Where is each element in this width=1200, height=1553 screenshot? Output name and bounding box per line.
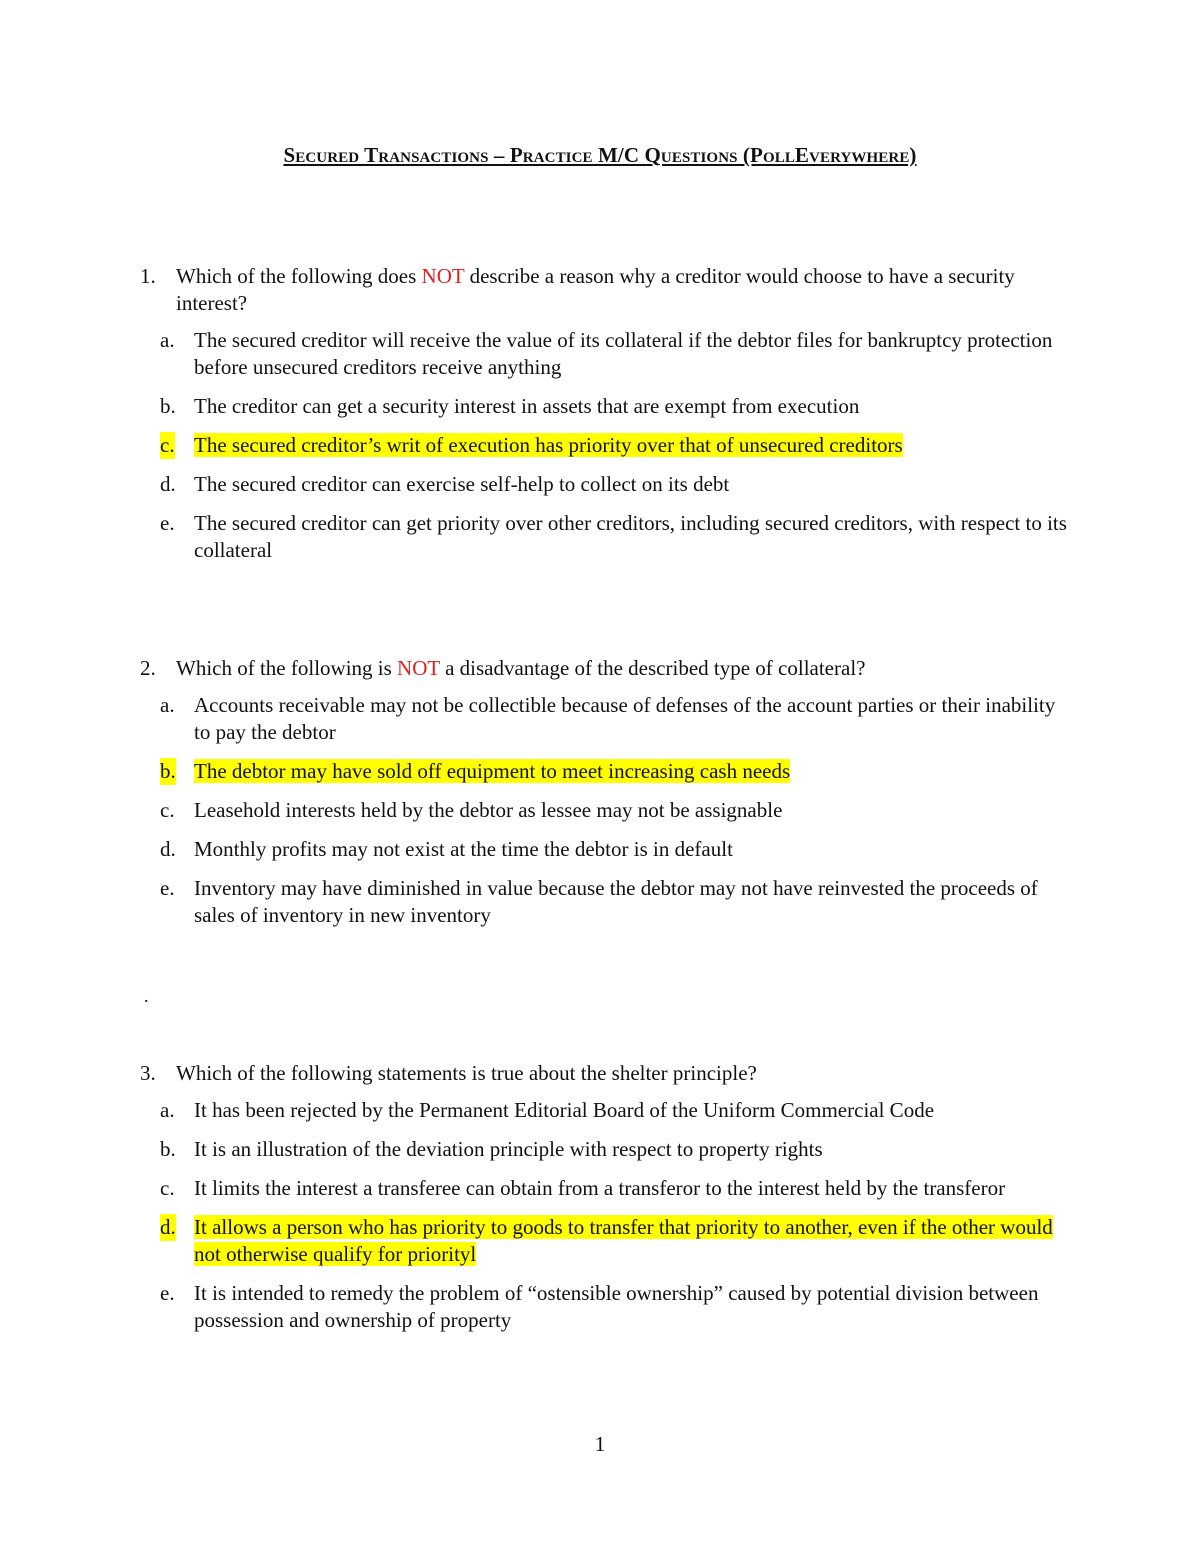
- option-text: Monthly profits may not exist at the time the debtor is in default: [194, 837, 733, 861]
- answer-option: [140, 471, 1070, 498]
- option-text: It limits the interest a transferee can obtain from a transferor to the interest held by the transferor: [194, 1176, 1006, 1200]
- answer-option-highlighted: [140, 432, 1070, 459]
- option-text: Inventory may have diminished in value because the debtor may not have reinvested the proceeds of sales of inventory in new inventory: [194, 876, 1038, 927]
- answer-option: [140, 393, 1070, 420]
- question-stem: [140, 1060, 1070, 1087]
- option-letter: c.: [160, 1176, 175, 1200]
- option-letter: a.: [160, 693, 175, 717]
- stem-text: Which of the following statements is true about the shelter principle?: [176, 1061, 757, 1085]
- question-number: 1.: [140, 264, 156, 288]
- option-text: Leasehold interests held by the debtor as lessee may not be assignable: [194, 798, 783, 822]
- stem-emphasis: NOT: [421, 264, 465, 288]
- answer-option-highlighted: [140, 1214, 1070, 1268]
- option-text: The secured creditor’s writ of execution has priority over that of unsecured creditors: [194, 433, 903, 457]
- answer-option: [140, 692, 1070, 746]
- question-3: [140, 1060, 1070, 1346]
- answer-option: [140, 327, 1070, 381]
- option-letter: e.: [160, 1281, 175, 1305]
- answer-option-highlighted: [140, 758, 1070, 785]
- document-title: Secured Transactions – Practice M/C Questions (PollEverywhere): [283, 143, 917, 167]
- option-letter: c.: [160, 798, 175, 822]
- answer-option: [140, 1175, 1070, 1202]
- option-letter: b.: [160, 394, 176, 418]
- option-letter: b.: [160, 759, 176, 783]
- question-1: [140, 263, 1070, 576]
- question-number: 3.: [140, 1061, 156, 1085]
- option-letter: a.: [160, 328, 175, 352]
- option-text: It is intended to remedy the problem of “ostensible ownership” caused by potential division between possession and ownership of property: [194, 1281, 1039, 1332]
- stem-emphasis: NOT: [397, 656, 440, 680]
- option-letter: c.: [160, 433, 175, 457]
- question-number: 2.: [140, 656, 156, 680]
- option-text: Accounts receivable may not be collectible because of defenses of the account parties or their inability to pay the debtor: [194, 693, 1056, 744]
- option-text: It allows a person who has priority to goods to transfer that priority to another, even if the other would not otherwise qualify for priorityl: [194, 1215, 1053, 1266]
- option-text: The secured creditor can exercise self-help to collect on its debt: [194, 472, 730, 496]
- answer-options: [140, 327, 1070, 564]
- option-letter: d.: [160, 1215, 176, 1239]
- answer-option: [140, 875, 1070, 929]
- answer-option: [140, 1097, 1070, 1124]
- stem-text: Which of the following is: [176, 656, 398, 680]
- page-number: 1: [594, 1432, 606, 1456]
- question-stem: [140, 655, 1070, 682]
- option-text: The debtor may have sold off equipment to meet increasing cash needs: [194, 759, 791, 783]
- answer-option: [140, 510, 1070, 564]
- stem-text: Which of the following does: [176, 264, 422, 288]
- stray-mark: .: [144, 986, 149, 1006]
- option-letter: b.: [160, 1137, 176, 1161]
- answer-option: [140, 797, 1070, 824]
- option-letter: e.: [160, 511, 175, 535]
- option-letter: a.: [160, 1098, 175, 1122]
- option-text: It has been rejected by the Permanent Editorial Board of the Uniform Commercial Code: [194, 1098, 935, 1122]
- option-letter: e.: [160, 876, 175, 900]
- answer-option: [140, 1136, 1070, 1163]
- answer-options: [140, 692, 1070, 929]
- question-stem: [140, 263, 1070, 317]
- question-2: [140, 655, 1070, 941]
- answer-options: [140, 1097, 1070, 1334]
- stem-text: describe a reason why a creditor would choose to have a security interest?: [176, 264, 1015, 315]
- answer-option: [140, 836, 1070, 863]
- option-text: It is an illustration of the deviation principle with respect to property rights: [194, 1137, 823, 1161]
- option-text: The creditor can get a security interest in assets that are exempt from execution: [194, 394, 860, 418]
- option-text: The secured creditor can get priority over other creditors, including secured creditors, with respect to its collateral: [194, 511, 1067, 562]
- option-letter: d.: [160, 837, 176, 861]
- stem-text: a disadvantage of the described type of collateral?: [439, 656, 866, 680]
- option-letter: d.: [160, 472, 176, 496]
- answer-option: [140, 1280, 1070, 1334]
- option-text: The secured creditor will receive the value of its collateral if the debtor files for bankruptcy protection before unsecured creditors receive anything: [194, 328, 1053, 379]
